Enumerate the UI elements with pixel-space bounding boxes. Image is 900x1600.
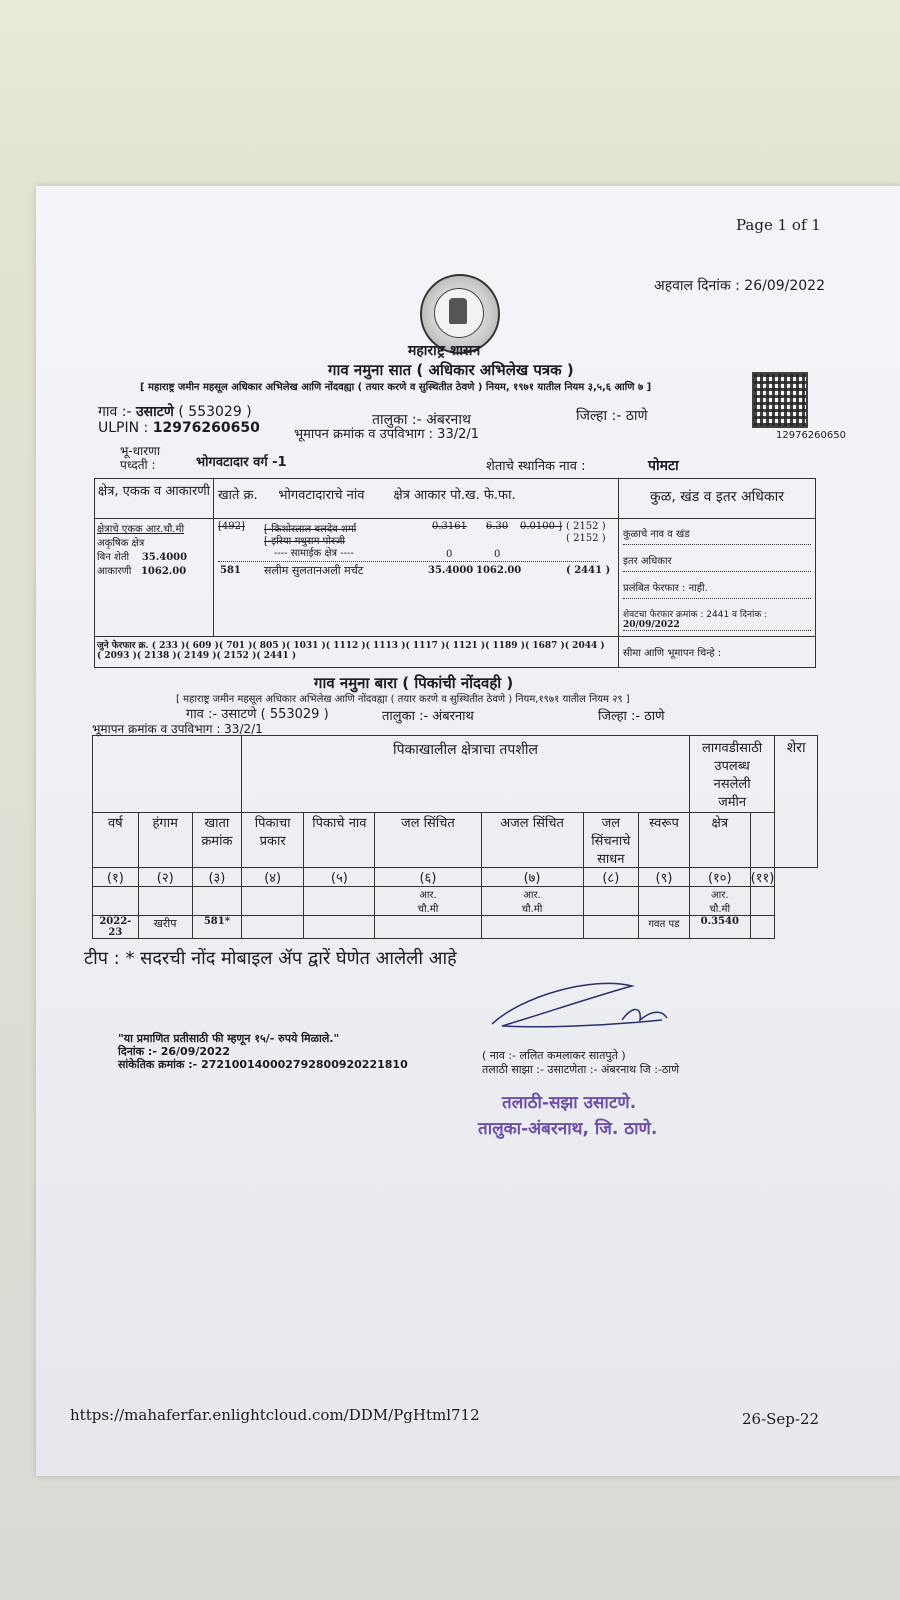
binsheti-row bbox=[97, 549, 211, 563]
num-1: (१) bbox=[93, 868, 139, 887]
ulpin-label: ULPIN : bbox=[98, 420, 149, 436]
col-irrigation-source: जल सिंचनाचे साधन bbox=[583, 813, 638, 868]
col-crop-type: पिकाचा प्रकार bbox=[242, 813, 304, 868]
village-value: उसाटणे bbox=[135, 404, 174, 420]
print-date: 26-Sep-22 bbox=[742, 1410, 820, 1428]
mobile-app-note: टीप : * सदरची नोंद मोबाइल ॲप द्वारें घेणेत आलेली आहे bbox=[84, 948, 457, 969]
source-url: https://mahaferfar.enlightcloud.com/DDM/PgHtml712 bbox=[70, 1406, 480, 1424]
old-owner-1: [-किशोरलाल बलदेव शर्मा bbox=[264, 524, 357, 535]
old-ff-2: ( 2152 ) bbox=[566, 533, 606, 544]
col-area: क्षेत्र bbox=[689, 813, 750, 868]
row-nature: गवत पड bbox=[639, 916, 690, 939]
zero-akar: 0 bbox=[494, 549, 501, 560]
old-khata: [492] bbox=[218, 521, 245, 532]
akarani-label: आकारणी bbox=[97, 566, 132, 577]
form12-rule-line: [ महाराष्ट्र जमीन महसूल अधिकार अभिलेख आणि नोंदवह्या ( तयार करणे व सुस्थितीत ठेवणे ) नियम,१९७१ यातील नियम २९ ] bbox=[176, 694, 630, 705]
boundary-marks: सीमा आणि भूमापन चिन्हे : bbox=[619, 637, 816, 668]
ulpin-value: 12976260650 bbox=[152, 420, 260, 436]
village-label: गाव :- bbox=[98, 404, 132, 420]
district: जिल्हा :- ठाणे bbox=[576, 408, 648, 424]
tenure-value: भोगवटादार वर्ग -1 bbox=[196, 455, 287, 470]
binsheti-label: बिन शेती bbox=[97, 552, 130, 563]
village-code: ( 553029 ) bbox=[178, 404, 252, 420]
col-unirrigated: अजल सिंचित bbox=[481, 813, 583, 868]
dotted-separator bbox=[218, 561, 598, 562]
area-value: 35.4000 bbox=[428, 565, 474, 576]
unit-irrigated: आर. चौ.मी bbox=[375, 887, 481, 916]
binsheti-value: 35.4000 bbox=[141, 552, 188, 563]
num-10: (१०) bbox=[689, 868, 750, 887]
last-mutation-date: 20/09/2022 bbox=[623, 620, 811, 631]
rule-line: [ महाराष्ट्र जमीन महसूल अधिकार अभिलेख आणि नोंदवह्या ( तयार करणे व सुस्थितीत ठेवणे ) नियम, १९७१ यातील नियम ३,५,६ आणि ७ ] bbox=[140, 382, 652, 393]
header-khata: खाते क्र. bbox=[218, 488, 258, 503]
officer-post: तलाठी साझा :- उसाटणेता :- अंबरनाथ जि :-ठाणे bbox=[482, 1063, 680, 1076]
govt-title: महाराष्ट्र शासन bbox=[408, 343, 481, 359]
kul-label: कुळाचे नाव व खंड bbox=[623, 522, 811, 545]
old-mutations-1: जुने फेरफार क्र. ( 233 )( 609 )( 701 )( 805 )( 1031 )( 1112 )( 1113 )( 1117 )( 1121 )( 1189 )( 1687 )( 2044 ) bbox=[97, 641, 605, 651]
issue-date: दिनांक :- 26/09/2022 bbox=[118, 1045, 230, 1058]
stamp-line-2: तालुका-अंबरनाथ, जि. ठाणे. bbox=[478, 1119, 658, 1139]
header-owner: भोगवटादाराचे नांव bbox=[278, 488, 365, 503]
crop-detail-header: पिकाखालील क्षेत्राचा तपशील bbox=[242, 736, 690, 813]
old-ff-1: ( 2152 ) bbox=[566, 521, 606, 532]
tenure-label-2: पध्दती : bbox=[120, 458, 156, 472]
last-mutation: शेवटचा फेरफार क्रमांक : 2441 व दिनांक : bbox=[623, 610, 768, 620]
pending-mutation: प्रलंबित फेरफार : नाही. bbox=[623, 572, 811, 599]
village bbox=[98, 402, 252, 421]
col-area-label: अकृषिक क्षेत्र bbox=[97, 538, 145, 549]
other-rights: इतर अधिकार bbox=[623, 545, 811, 572]
qr-number: 12976260650 bbox=[776, 430, 846, 441]
akar-value: 1062.00 bbox=[476, 565, 522, 576]
old-area: 0.3161 bbox=[432, 521, 467, 532]
officer-name: ( नाव :- ललित कमलाकर सातपुते ) bbox=[482, 1049, 626, 1062]
survey-number: भूमापन क्रमांक व उपविभाग : 33/2/1 bbox=[294, 427, 480, 442]
local-name-value: पोमटा bbox=[648, 458, 679, 474]
col-khata: खाता क्रमांक bbox=[192, 813, 241, 868]
document-page bbox=[36, 186, 900, 1476]
record-of-rights-table bbox=[94, 478, 816, 668]
signature-icon bbox=[482, 976, 682, 1046]
unit-label: क्षेत्राचे एकक आर.चौ.मी bbox=[97, 524, 185, 535]
num-3: (३) bbox=[192, 868, 241, 887]
owner-cell bbox=[214, 519, 619, 637]
num-11: (११) bbox=[750, 868, 775, 887]
num-5: (५) bbox=[304, 868, 375, 887]
row-season: खरीप bbox=[138, 916, 192, 939]
num-2: (२) bbox=[138, 868, 192, 887]
tenure-label-1: भू-धारणा bbox=[120, 444, 160, 458]
col-nature: स्वरूप bbox=[639, 813, 690, 868]
col-irrigated: जल सिंचित bbox=[375, 813, 481, 868]
num-6: (६) bbox=[375, 868, 481, 887]
col-year: वर्ष bbox=[93, 813, 139, 868]
col-crop-name: पिकाचे नाव bbox=[304, 813, 375, 868]
form12-taluka: तालुका :- अंबरनाथ bbox=[382, 709, 474, 724]
num-4: (४) bbox=[242, 868, 304, 887]
row-year: 2022-23 bbox=[93, 916, 139, 939]
page-number: Page 1 of 1 bbox=[736, 216, 821, 234]
zero-area: 0 bbox=[446, 549, 453, 560]
stamp-line-1: तलाठी-सझा उसाटणे. bbox=[502, 1093, 637, 1113]
unit-unirrigated: आर. चौ.मी bbox=[481, 887, 583, 916]
old-mutations-2: ( 2093 )( 2138 )( 2149 )( 2152 )( 2441 ) bbox=[97, 651, 297, 661]
common-area: ---- सामाईक क्षेत्र ---- bbox=[274, 548, 354, 559]
akarani-row bbox=[97, 563, 211, 577]
row-khata: 581* bbox=[192, 916, 241, 939]
owner-name: सलीम सुलतानअली मर्चंट bbox=[264, 564, 364, 577]
header-rights: कुळ, खंड व इतर अधिकार bbox=[619, 479, 816, 519]
taluka: तालुका :- अंबरनाथ bbox=[372, 412, 471, 428]
col-season: हंगाम bbox=[138, 813, 192, 868]
num-7: (७) bbox=[481, 868, 583, 887]
rights-cell bbox=[619, 519, 816, 637]
form12-village: गाव :- उसाटणे ( 553029 ) bbox=[186, 707, 329, 722]
verification-code: सांकेतिक क्रमांक :- 272100140002792800920221810 bbox=[118, 1058, 408, 1071]
shera-header: शेरा bbox=[775, 736, 818, 868]
form12-title: गाव नमुना बारा ( पिकांची नोंदवही ) bbox=[314, 674, 514, 692]
report-date: अहवाल दिनांक : 26/09/2022 bbox=[654, 278, 825, 294]
old-owner-2: [-इरिया मथुराम पोरजी bbox=[264, 536, 346, 547]
num-9: (९) bbox=[639, 868, 690, 887]
header-area: क्षेत्र, एकक व आकारणी bbox=[95, 479, 214, 519]
area-cell bbox=[95, 519, 214, 637]
unit-area: आर. चौ.मी bbox=[689, 887, 750, 916]
header-owner-group bbox=[214, 479, 619, 519]
form-title: गाव नमुना सात ( अधिकार अभिलेख पत्रक ) bbox=[328, 361, 574, 379]
blank-header bbox=[93, 736, 242, 813]
local-name-label: शेताचे स्थानिक नाव : bbox=[486, 459, 586, 474]
ff-value: ( 2441 ) bbox=[566, 565, 611, 576]
old-akar: 6.30 bbox=[486, 521, 509, 532]
qr-code-icon bbox=[752, 372, 808, 428]
form12-survey: भूमापन क्रमांक व उपविभाग : 33/2/1 bbox=[92, 722, 263, 736]
header-cols: क्षेत्र आकार पो.ख. फे.फा. bbox=[393, 488, 516, 503]
form12-district: जिल्हा :- ठाणे bbox=[598, 709, 665, 724]
old-mutations-cell bbox=[95, 637, 619, 668]
crop-register-table bbox=[92, 735, 818, 939]
fee-note: "या प्रमाणित प्रतीसाठी फी म्हणून १५/- रुपये मिळाले." bbox=[118, 1032, 340, 1045]
row-area: 0.3540 bbox=[689, 916, 750, 939]
not-available-header: लागवडीसाठी उपलब्ध नसलेली जमीन bbox=[689, 736, 774, 813]
old-pokh: 0.0100 ] bbox=[520, 521, 563, 532]
num-8: (८) bbox=[583, 868, 638, 887]
ulpin bbox=[98, 420, 260, 436]
khata-number: 581 bbox=[220, 565, 241, 576]
akarani-value: 1062.00 bbox=[140, 566, 187, 577]
